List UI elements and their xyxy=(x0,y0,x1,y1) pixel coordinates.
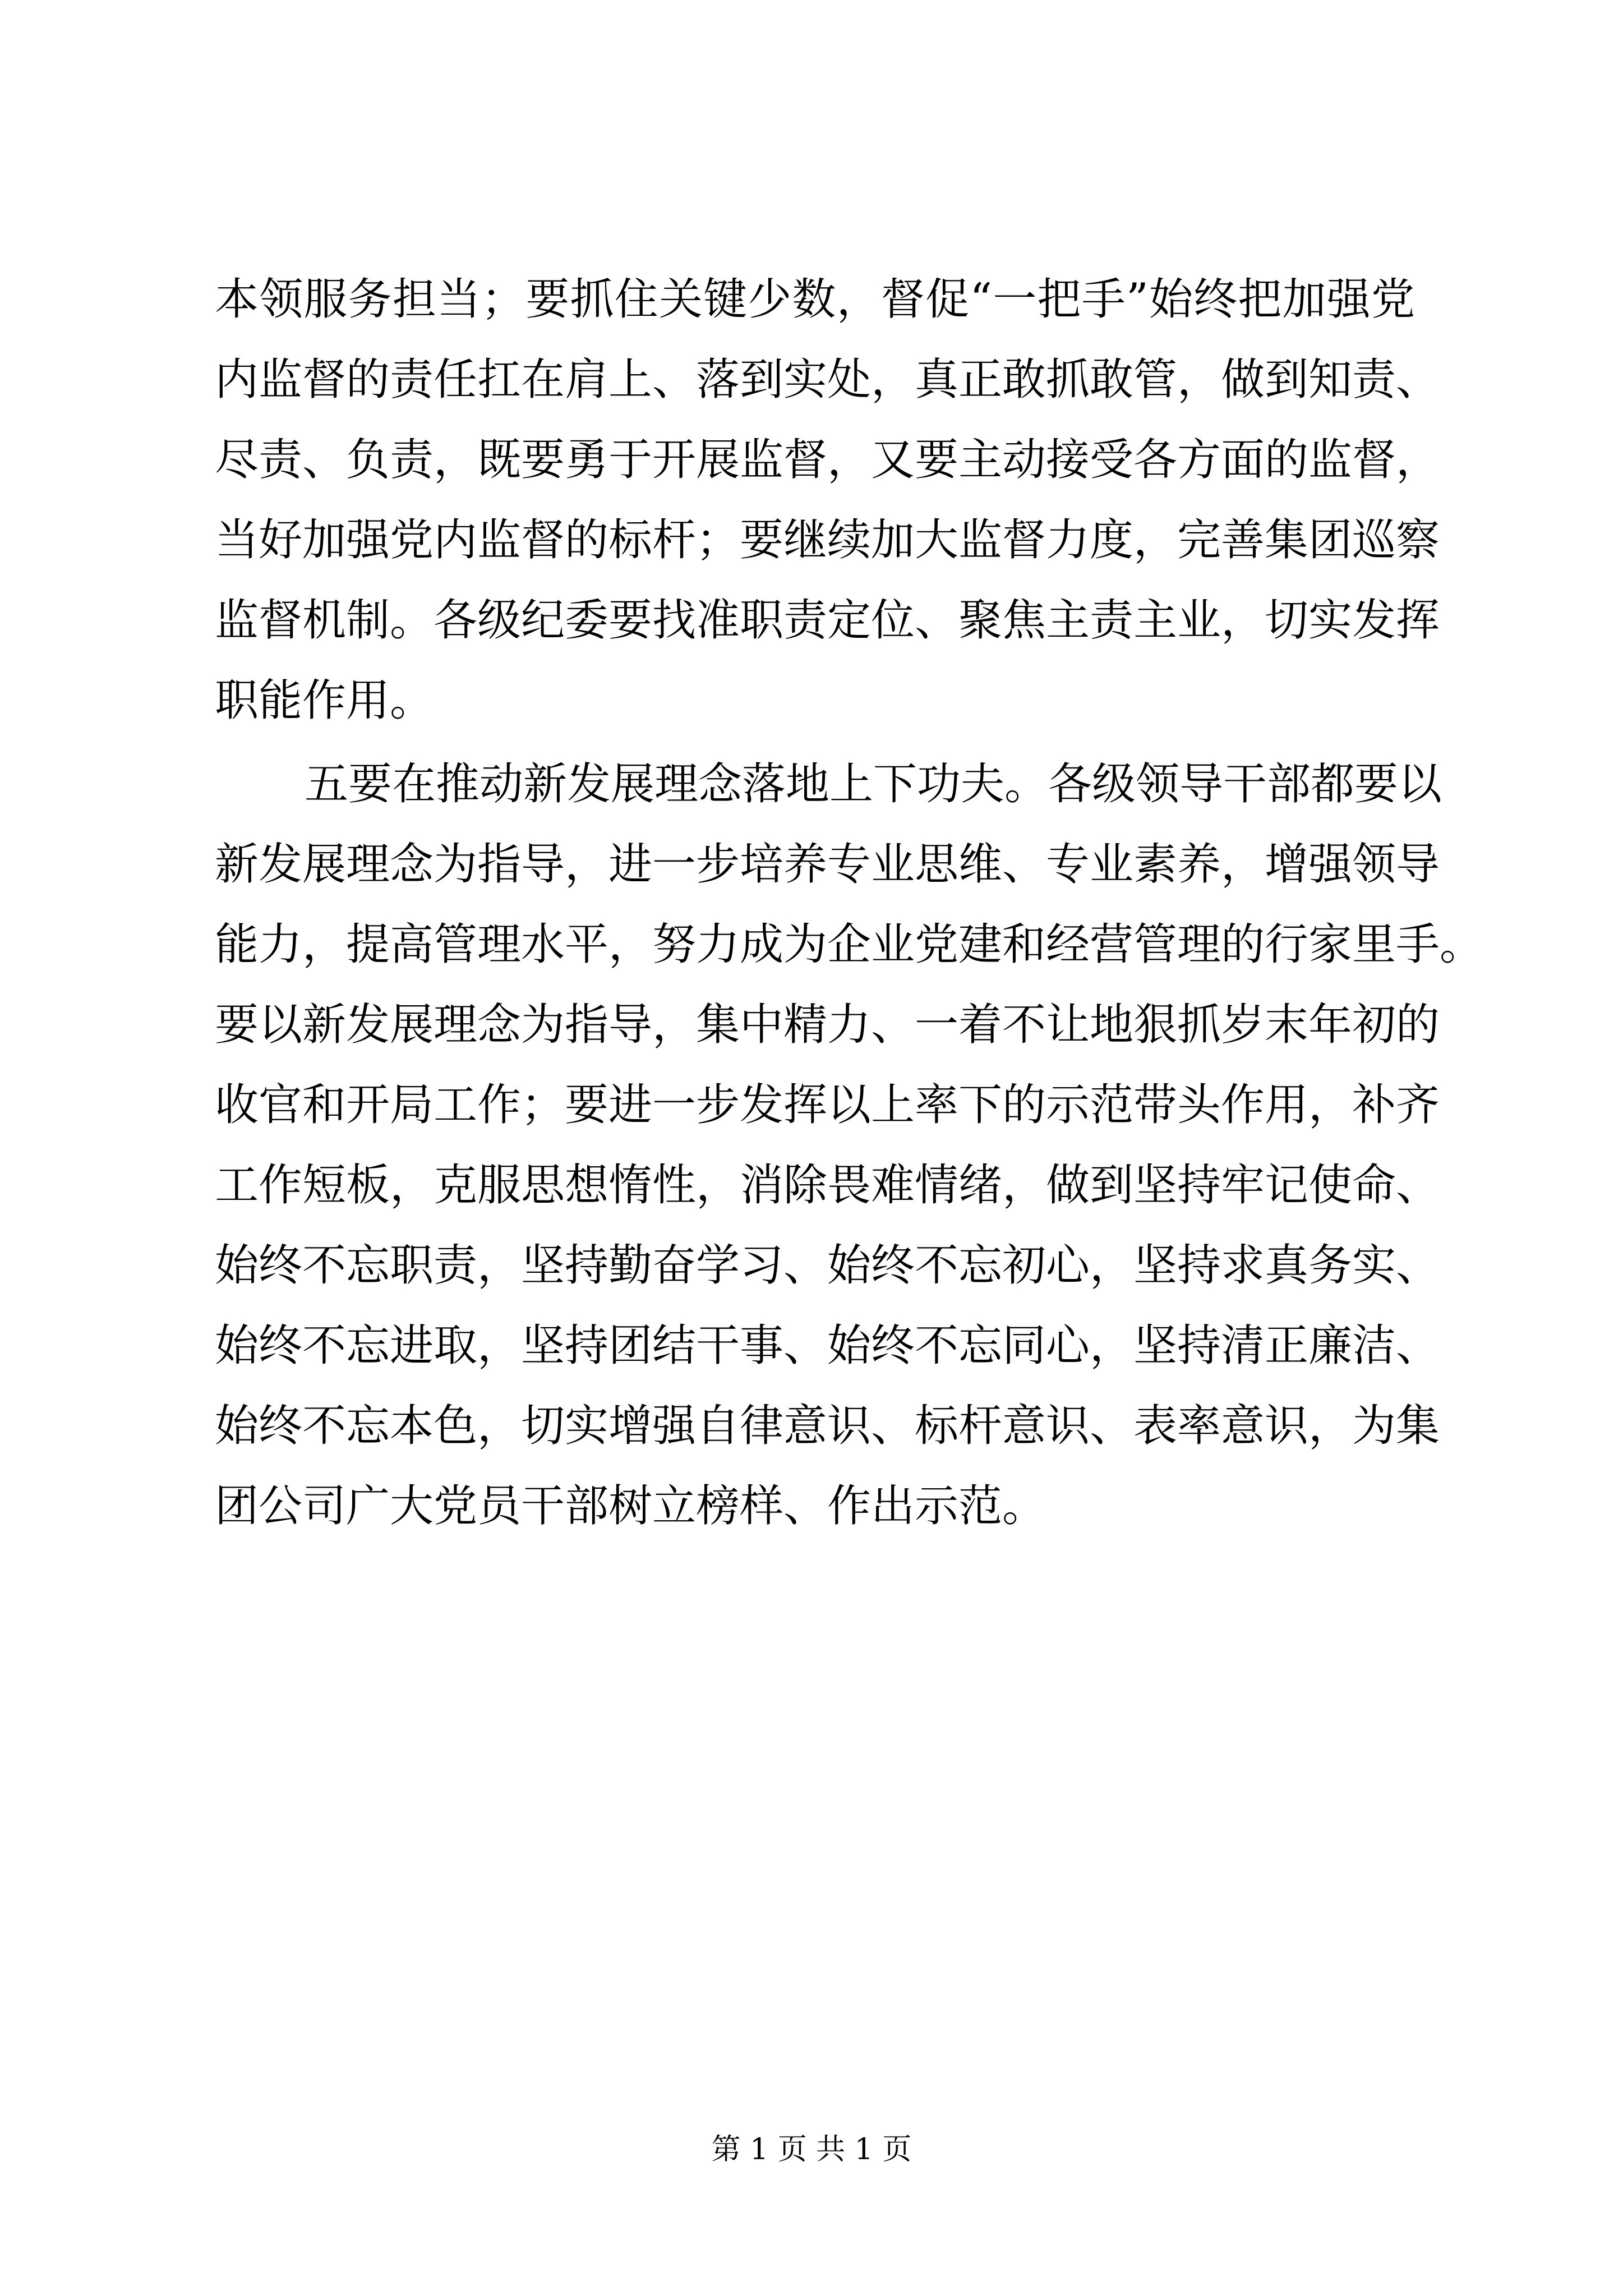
text-line: 尽责、负责，既要勇于开展监督，又要主动接受各方面的监督， xyxy=(215,435,1440,485)
text-line: 监督机制。各级纪委要找准职责定位、聚焦主责主业，切实发挥 xyxy=(215,595,1440,646)
text-line: 内监督的责任扛在肩上、落到实处，真正敢抓敢管，做到知责、 xyxy=(215,355,1440,405)
text-line: 当好加强党内监督的标杆；要继续加大监督力度，完善集团巡察 xyxy=(215,515,1440,565)
page-footer xyxy=(0,2132,1623,2168)
text-line: 要以新发展理念为指导，集中精力、一着不让地狠抓岁末年初的 xyxy=(215,1000,1440,1050)
text-line: 本领服务担当；要抓住关键少数，督促“一把手”始终把加强党 xyxy=(215,274,1415,325)
paragraph-2 xyxy=(215,744,1484,1547)
text-line: 始终不忘职责，坚持勤奋学习、始终不忘初心，坚持求真务实、 xyxy=(215,1240,1440,1291)
text-line: 职能作用。 xyxy=(215,675,434,726)
document-body xyxy=(215,260,1484,1547)
text-line: 能力，提高管理水平，努力成为企业党建和经营管理的行家里手。 xyxy=(215,919,1484,970)
page-number-label: 第 1 页 共 1 页 xyxy=(711,2133,912,2166)
text-line: 团公司广大党员干部树立榜样、作出示范。 xyxy=(215,1481,1046,1531)
text-line: 始终不忘进取，坚持团结干事、始终不忘同心，坚持清正廉洁、 xyxy=(215,1320,1440,1371)
text-line: 新发展理念为指导，进一步培养专业思维、专业素养，增强领导 xyxy=(215,839,1440,890)
text-line: 始终不忘本色，切实增强自律意识、标杆意识、表率意识，为集 xyxy=(215,1401,1440,1451)
text-line: 五要在推动新发展理念落地上下功夫。各级领导干部都要以 xyxy=(305,759,1442,809)
text-line: 工作短板，克服思想惰性，消除畏难情绪，做到坚持牢记使命、 xyxy=(215,1160,1440,1211)
paragraph-1 xyxy=(215,260,1440,741)
text-line: 收官和开局工作；要进一步发挥以上率下的示范带头作用，补齐 xyxy=(215,1080,1440,1130)
